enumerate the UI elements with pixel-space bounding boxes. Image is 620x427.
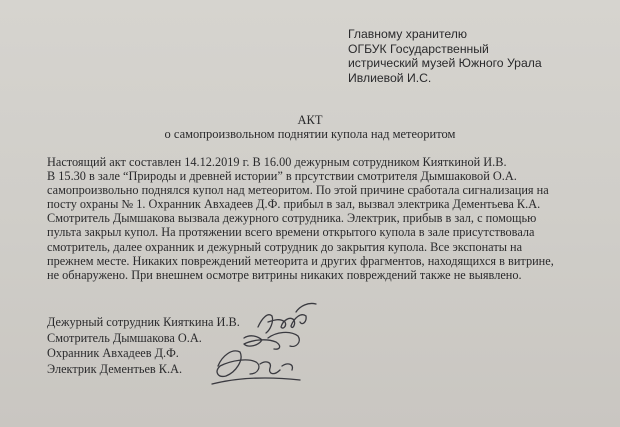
signature-stroke — [244, 332, 299, 349]
body-line: В 15.30 в зале “Природы и древней истории” в прсутствии смотрителя Дымшаковой О.А. — [47, 169, 517, 184]
signature-stroke — [258, 303, 316, 333]
addressee-line: Ивлиевой И.С. — [348, 70, 432, 85]
body-line: прежнем месте. Никаких повреждений метеорита и других фрагментов, находящихся в витрине, — [47, 253, 554, 268]
signatory-line: Охранник Авхадеев Д.Ф. — [47, 346, 179, 361]
document-title: АКТ — [297, 113, 323, 127]
body-line: посту охраны № 1. Охранник Авхадеев Д.Ф. прибыл в зал, вызвал электрика Дементьева К.А. — [47, 197, 541, 212]
body-line: смотритель, далее охранник и дежурный сотрудник до закрытия купола. Все экспонаты на — [47, 239, 523, 254]
document-subtitle: о самопроизвольном поднятии купола над метеоритом — [164, 127, 456, 141]
body-line: Смотритель Дымшакова вызвала дежурного сотрудника. Электрик, прибыв в зал, с помощью — [47, 211, 537, 226]
body-line: пульта закрыл купол. На протяжении всего времени открытого купола в зале присутствовала — [47, 225, 535, 240]
addressee-line: Главному хранителю — [348, 27, 468, 41]
body-line: Настоящий акт составлен 14.12.2019 г. В 16.00 дежурным сотрудником Кияткиной И.В. — [47, 155, 507, 169]
signatory-line: Смотритель Дымшакова О.А. — [47, 330, 202, 345]
signature-stroke — [212, 378, 300, 384]
signatory-line: Дежурный сотрудник Кияткина И.В. — [47, 315, 240, 329]
addressee-line: истрический музей Южного Урала — [348, 56, 542, 70]
body-line: не обнаружено. При внешнем осмотре витрины никаких повреждений также не выявлено. — [47, 267, 522, 282]
addressee-line: ОГБУК Государственный — [348, 41, 489, 56]
body-line: самопроизвольно поднялся купол над метеоритом. По этой причине сработала сигнализация на — [47, 183, 549, 198]
signature-stroke — [217, 351, 292, 376]
signatory-line: Электрик Дементьев К.А. — [47, 361, 183, 376]
